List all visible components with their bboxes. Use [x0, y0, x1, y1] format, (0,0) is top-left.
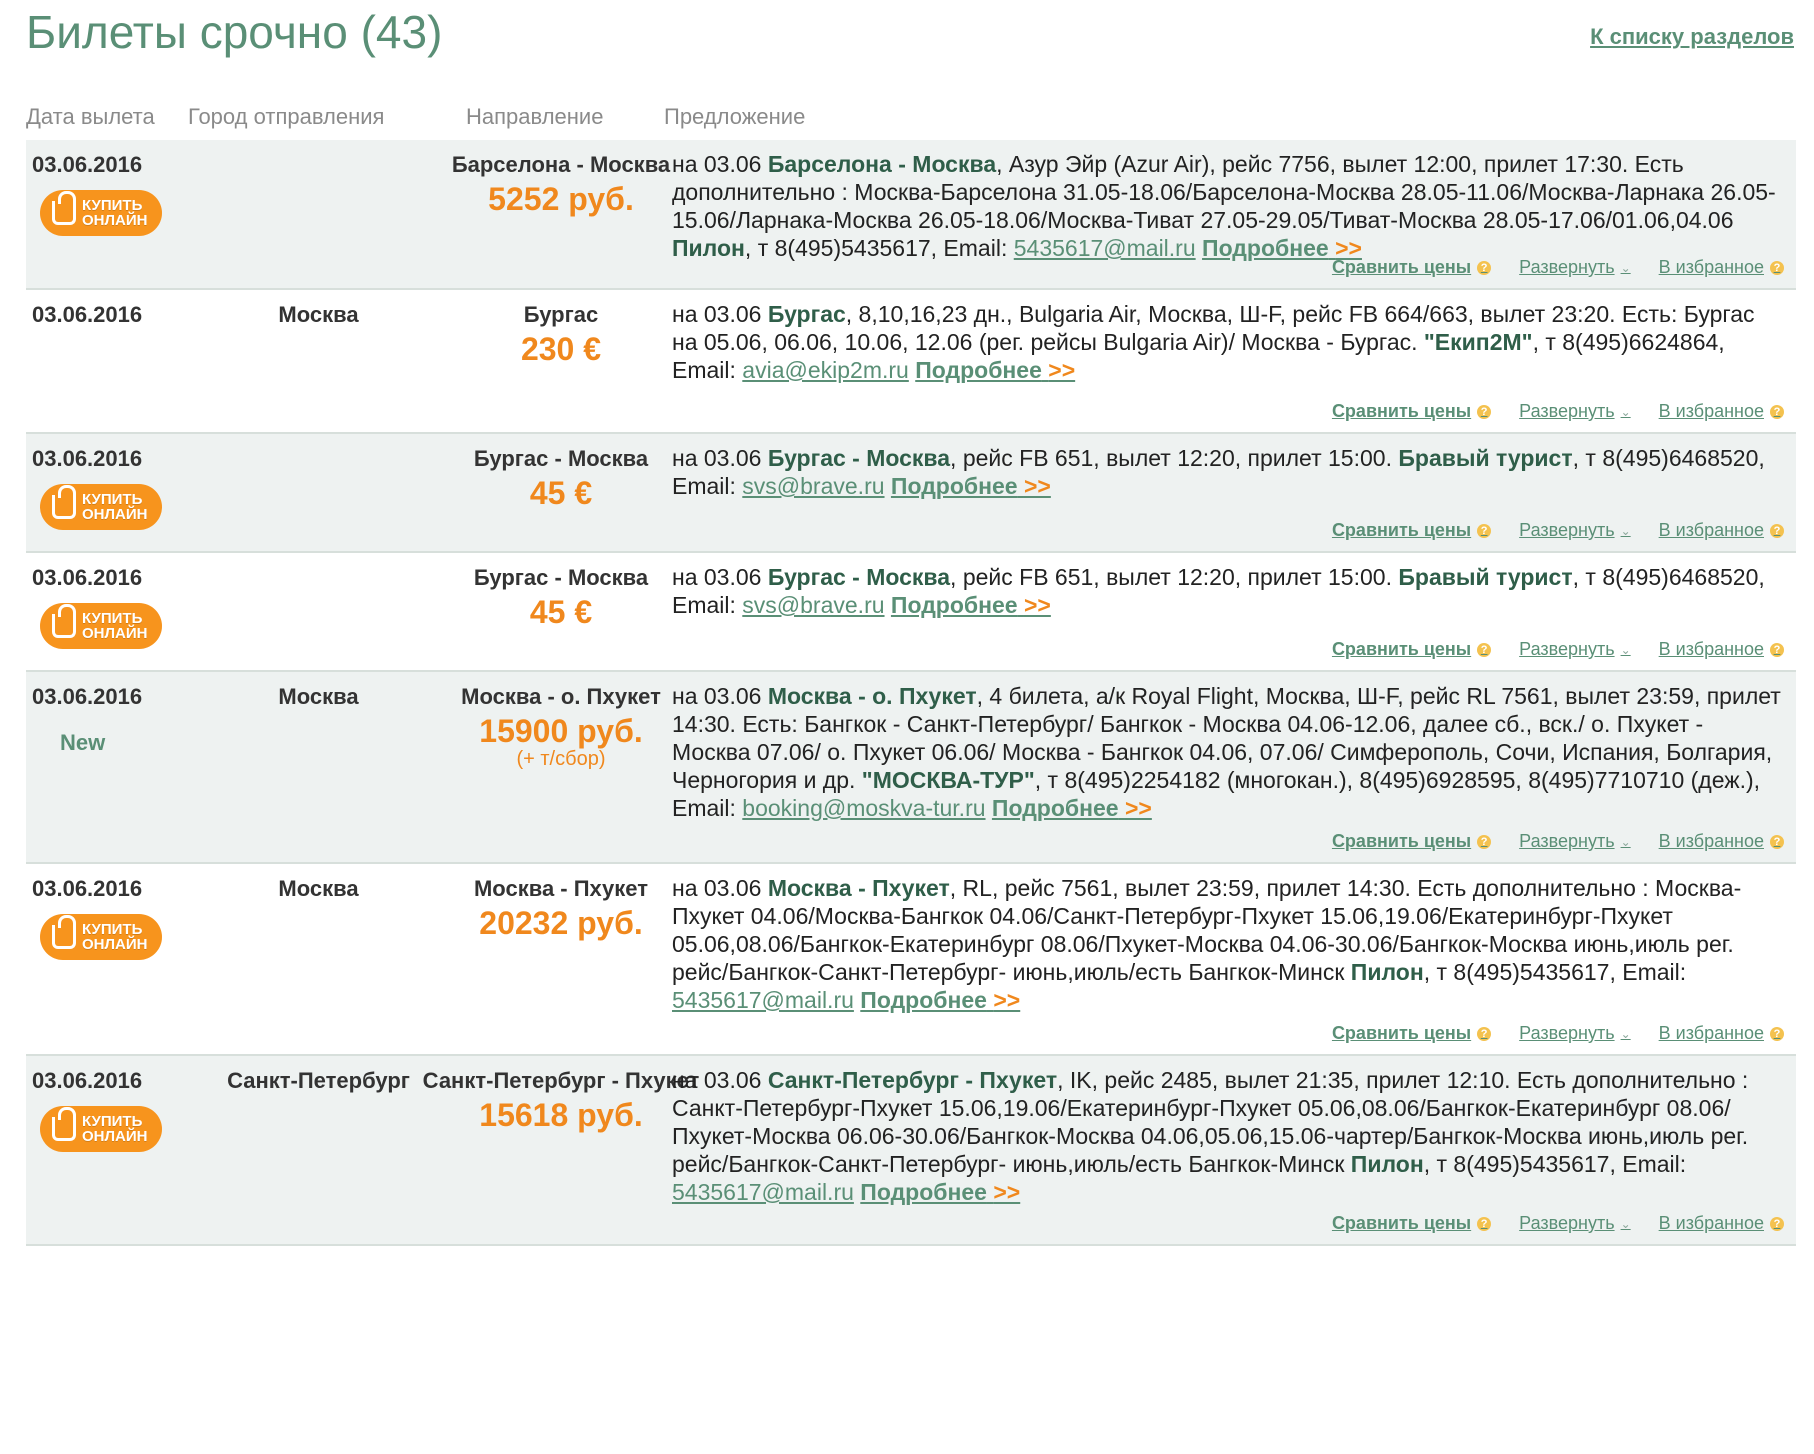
- departure-date: 03.06.2016: [32, 684, 143, 709]
- buy-online-label: КУПИТЬ ОНЛАЙН: [82, 610, 148, 642]
- offer-route: Бургас - Москва: [767, 564, 951, 590]
- compare-prices-link[interactable]: Сравнить цены ?: [1332, 1023, 1491, 1044]
- column-header-offer: Предложение: [664, 104, 806, 129]
- row-actions: [1332, 257, 1784, 278]
- help-icon: ?: [1770, 1027, 1784, 1041]
- direction: Бургас: [523, 302, 599, 327]
- help-icon: ?: [1477, 1217, 1491, 1231]
- basket-icon: [52, 495, 76, 519]
- compare-prices-link[interactable]: Сравнить цены ?: [1332, 520, 1491, 541]
- departure-date: 03.06.2016: [32, 446, 143, 471]
- price: 45 €: [529, 475, 593, 511]
- email-link[interactable]: 5435617@mail.ru: [1013, 235, 1196, 261]
- price: 15618 руб.: [479, 1097, 643, 1133]
- agency-link[interactable]: Бравый турист: [1398, 445, 1573, 471]
- table-row: [26, 1056, 1796, 1246]
- compare-prices-link[interactable]: Сравнить цены ?: [1332, 831, 1491, 852]
- chevron-down-icon: ⌄: [1620, 834, 1631, 849]
- direction-cell: [411, 565, 711, 630]
- offer-route: Москва - Пхукет: [767, 875, 950, 901]
- buy-online-label: КУПИТЬ ОНЛАЙН: [82, 491, 148, 523]
- departure-city: Москва: [278, 876, 359, 901]
- departure-city: Москва: [278, 302, 359, 327]
- basket-icon: [52, 201, 76, 225]
- help-icon: ?: [1477, 1027, 1491, 1041]
- offer-text: на 03.06 Барселона - Москва, Азур Эйр (Azur Air), рейс 7756, вылет 12:00, прилет 17:30. Есть дополнительно : Москва-Барселона 31.05-18.06/Барселона-Москва 28.05-11.06/Москва-Ларнака 26.05-15.06/Ларнака-Москва 26.05-18.06/Москва-Тиват 27.05-29.05/Тиват-Москва 28.05-17.06/01.06,04.06 Пилон, т 8(495)5435617, Email: 5435617@mail.ru Подробнее >>: [672, 151, 1776, 261]
- chevron-down-icon: ⌄: [1620, 260, 1631, 275]
- add-to-favorites-link[interactable]: В избранное ?: [1659, 639, 1784, 660]
- email-link[interactable]: 5435617@mail.ru: [672, 987, 854, 1013]
- add-to-favorites-link[interactable]: В избранное ?: [1659, 831, 1784, 852]
- table-row: [26, 140, 1796, 290]
- more-details-link[interactable]: Подробнее >>: [890, 473, 1051, 499]
- table-row: [26, 672, 1796, 864]
- more-details-link[interactable]: Подробнее >>: [890, 592, 1051, 618]
- offer-text: на 03.06 Бургас - Москва, рейс FB 651, вылет 12:20, прилет 15:00. Бравый турист, т 8(495)6468520, Email: svs@brave.ru Подробнее >>: [672, 445, 1765, 499]
- buy-online-button[interactable]: [40, 1106, 162, 1152]
- price: 5252 руб.: [488, 181, 634, 217]
- direction: Москва - Пхукет: [473, 876, 649, 901]
- offer-route: Бургас: [767, 301, 846, 327]
- buy-online-button[interactable]: [40, 484, 162, 530]
- buy-online-label: КУПИТЬ ОНЛАЙН: [82, 921, 148, 953]
- agency-link[interactable]: "МОСКВА-ТУР": [861, 767, 1035, 793]
- agency-link[interactable]: Бравый турист: [1398, 564, 1573, 590]
- price: 230 €: [520, 331, 602, 367]
- departure-date: 03.06.2016: [32, 876, 143, 901]
- chevron-down-icon: ⌄: [1620, 642, 1631, 657]
- help-icon: ?: [1770, 261, 1784, 275]
- add-to-favorites-link[interactable]: В избранное ?: [1659, 1213, 1784, 1234]
- add-to-favorites-link[interactable]: В избранное ?: [1659, 401, 1784, 422]
- table-row: [26, 434, 1796, 553]
- more-details-link[interactable]: Подробнее >>: [915, 357, 1076, 383]
- column-header-direction: Направление: [466, 104, 604, 129]
- help-icon: ?: [1477, 261, 1491, 275]
- direction: Бургас - Москва: [473, 565, 649, 590]
- buy-online-button[interactable]: [40, 190, 162, 236]
- email-link[interactable]: avia@ekip2m.ru: [742, 357, 909, 383]
- departure-date: 03.06.2016: [32, 152, 143, 177]
- row-actions: [1332, 1023, 1784, 1044]
- row-actions: [1332, 401, 1784, 422]
- help-icon: ?: [1477, 643, 1491, 657]
- email-link[interactable]: svs@brave.ru: [742, 473, 885, 499]
- offer-route: Барселона - Москва: [767, 151, 997, 177]
- help-icon: ?: [1770, 643, 1784, 657]
- direction-cell: [411, 876, 711, 941]
- direction-cell: [411, 684, 711, 772]
- column-header-date: Дата вылета: [26, 104, 155, 129]
- compare-prices-link[interactable]: Сравнить цены ?: [1332, 639, 1491, 660]
- agency-link[interactable]: Пилон: [672, 235, 745, 261]
- email-link[interactable]: svs@brave.ru: [742, 592, 885, 618]
- help-icon: ?: [1770, 405, 1784, 419]
- direction: Москва - о. Пхукет: [461, 684, 661, 709]
- direction: Бургас - Москва: [473, 446, 649, 471]
- help-icon: ?: [1477, 835, 1491, 849]
- offer-route: Москва - о. Пхукет: [767, 683, 977, 709]
- table-row: [26, 290, 1796, 434]
- row-actions: [1332, 1213, 1784, 1234]
- direction-cell: [411, 446, 711, 511]
- departure-date: 03.06.2016: [32, 565, 143, 590]
- more-details-link[interactable]: Подробнее >>: [860, 1179, 1021, 1205]
- row-actions: [1332, 520, 1784, 541]
- basket-icon: [52, 614, 76, 638]
- expand-link[interactable]: Развернуть ⌄: [1519, 639, 1631, 659]
- chevron-down-icon: ⌄: [1620, 1026, 1631, 1041]
- agency-link[interactable]: Пилон: [1350, 959, 1424, 985]
- table-row: [26, 553, 1796, 672]
- table-header: [26, 100, 1796, 136]
- offer-text: на 03.06 Москва - Пхукет, RL, рейс 7561, вылет 23:59, прилет 14:30. Есть дополнительно : Москва-Пхукет 04.06/Москва-Бангкок 04.06/Санкт-Петербург-Пхукет 15.06,19.06/Екатеринбург-Пхукет 05.06,08.06/Бангкок-Екатеринбург 08.06/Пхукет-Москва 04.06-30.06/Бангкок-Москва июнь,июль рег. рейс/Бангкок-Санкт-Петербург- июнь,июль/есть Бангкок-Минск Пилон, т 8(495)5435617, Email: 5435617@mail.ru Подробнее >>: [672, 875, 1742, 1013]
- departure-date: 03.06.2016: [32, 302, 143, 327]
- chevron-down-icon: ⌄: [1620, 523, 1631, 538]
- column-header-city: Город отправления: [188, 104, 385, 129]
- page-title: Билеты срочно (43): [26, 6, 443, 58]
- expand-link[interactable]: Развернуть ⌄: [1519, 257, 1631, 277]
- agency-link[interactable]: "Екип2М": [1423, 329, 1533, 355]
- basket-icon: [52, 1117, 76, 1141]
- offer-text: на 03.06 Бургас, 8,10,16,23 дн., Bulgaria Air, Москва, Ш-F, рейс FB 664/663, вылет 23:20. Есть: Бургас на 05.06, 06.06, 10.06, 12.06 (рег. рейсы Bulgaria Air)/ Москва - Бургас. "Екип2М", т 8(495)6624864, Email: avia@ekip2m.ru Подробнее >>: [672, 301, 1755, 383]
- buy-online-label: КУПИТЬ ОНЛАЙН: [82, 1113, 148, 1145]
- row-actions: [1332, 639, 1784, 660]
- new-badge: New: [60, 730, 106, 755]
- email-link[interactable]: booking@moskva-tur.ru: [742, 795, 986, 821]
- basket-icon: [52, 925, 76, 949]
- help-icon: ?: [1770, 524, 1784, 538]
- direction-cell: [411, 152, 711, 217]
- expand-link[interactable]: Развернуть ⌄: [1519, 1023, 1631, 1043]
- expand-link[interactable]: Развернуть ⌄: [1519, 1213, 1631, 1233]
- row-actions: [1332, 831, 1784, 852]
- expand-link[interactable]: Развернуть ⌄: [1519, 401, 1631, 421]
- more-details-link[interactable]: Подробнее >>: [1202, 235, 1362, 261]
- agency-link[interactable]: Пилон: [1350, 1151, 1424, 1177]
- departure-city: Санкт-Петербург: [227, 1068, 410, 1093]
- chevron-down-icon: ⌄: [1620, 404, 1631, 419]
- help-icon: ?: [1477, 405, 1491, 419]
- direction: Барселона - Москва: [451, 152, 671, 177]
- add-to-favorites-link[interactable]: В избранное ?: [1659, 1023, 1784, 1044]
- chevron-down-icon: ⌄: [1620, 1216, 1631, 1231]
- buy-online-label: КУПИТЬ ОНЛАЙН: [82, 197, 148, 229]
- add-to-favorites-link[interactable]: В избранное ?: [1659, 520, 1784, 541]
- price: 15900 руб.: [479, 713, 643, 749]
- offer-text: на 03.06 Санкт-Петербург - Пхукет, IK, рейс 2485, вылет 21:35, прилет 12:10. Есть дополнительно : Санкт-Петербург-Пхукет 15.06,19.06/Екатеринбург-Пхукет 05.06,08.06/Бангкок-Екатеринбург 08.06/Пхукет-Москва 06.06-30.06/Бангкок-Москва 04.06,05.06,15.06-чартер/Бангкок-Москва июнь,июль рег. рейс/Бангкок-Санкт-Петербург- июнь,июль/есть Бангкок-Минск Пилон, т 8(495)5435617, Email: 5435617@mail.ru Подробнее >>: [672, 1067, 1749, 1205]
- help-icon: ?: [1770, 1217, 1784, 1231]
- tax-note: (+ т/сбор): [516, 748, 606, 770]
- direction-cell: [411, 1068, 711, 1133]
- compare-prices-link[interactable]: Сравнить цены ?: [1332, 401, 1491, 422]
- more-details-link[interactable]: Подробнее >>: [991, 795, 1152, 821]
- compare-prices-link[interactable]: Сравнить цены ?: [1332, 257, 1491, 278]
- expand-link[interactable]: Развернуть ⌄: [1519, 520, 1631, 540]
- price: 45 €: [529, 594, 593, 630]
- offer-route: Санкт-Петербург - Пхукет: [767, 1067, 1058, 1093]
- table-row: [26, 864, 1796, 1056]
- buy-online-button[interactable]: [40, 914, 162, 960]
- departure-date: 03.06.2016: [32, 1068, 143, 1093]
- offer-text: на 03.06 Москва - о. Пхукет, 4 билета, а/к Royal Flight, Москва, Ш-F, рейс RL 7561, вылет 23:59, прилет 14:30. Есть: Бангкок - Санкт-Петербург/ Бангкок - Москва 04.06-12.06, далее сб., вск./ о. Пхукет - Москва 07.06/ о. Пхукет 06.06/ Москва - Бангкок 04.06, 07.06/ Симферополь, Сочи, Испания, Болгария, Черногория и др. "МОСКВА-ТУР", т 8(495)2254182 (многокан.), 8(495)6928595, 8(495)7710710 (деж.), Email: booking@moskva-tur.ru Подробнее >>: [672, 683, 1781, 821]
- buy-online-button[interactable]: [40, 603, 162, 649]
- direction: Санкт-Петербург - Пхукет: [422, 1068, 700, 1093]
- offer-route: Бургас - Москва: [767, 445, 951, 471]
- back-to-sections-link[interactable]: К списку разделов: [1590, 24, 1794, 49]
- tickets-table: [26, 140, 1796, 1246]
- help-icon: ?: [1477, 524, 1491, 538]
- email-link[interactable]: 5435617@mail.ru: [672, 1179, 854, 1205]
- departure-city: Москва: [278, 684, 359, 709]
- more-details-link[interactable]: Подробнее >>: [860, 987, 1021, 1013]
- expand-link[interactable]: Развернуть ⌄: [1519, 831, 1631, 851]
- direction-cell: [411, 302, 711, 367]
- offer-text: на 03.06 Бургас - Москва, рейс FB 651, вылет 12:20, прилет 15:00. Бравый турист, т 8(495)6468520, Email: svs@brave.ru Подробнее >>: [672, 564, 1765, 618]
- price: 20232 руб.: [479, 905, 643, 941]
- compare-prices-link[interactable]: Сравнить цены ?: [1332, 1213, 1491, 1234]
- add-to-favorites-link[interactable]: В избранное ?: [1659, 257, 1784, 278]
- help-icon: ?: [1770, 835, 1784, 849]
